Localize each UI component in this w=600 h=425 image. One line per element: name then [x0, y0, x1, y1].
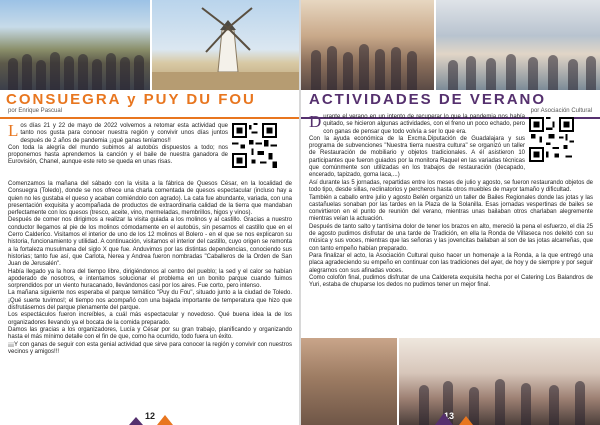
paragraph: También a caballo entre julio y agosto Belén organizó un taller de Bailes Regionales donde las jotas y las castañuelas sonaban por las tardes en la Plaza de la Solanilla. Esas jornadas vespertinas de bailes se convirtieron en el punto de reunión del verano, mientras unas bailaban otros charlaban alegremente mientras veían la actuación. [309, 194, 593, 223]
page-title: CONSUEGRA y PUY DU FOU [6, 91, 256, 108]
qr-code-icon [529, 117, 574, 162]
paragraph: os días 21 y 22 de mayo de 2022 volvemos a retomar esta actividad que tanto nos gusta para conocer nuestra región y convivir unos días juntos después de 2 años de pandemia ¡¡qué ganas teníamos!! [20, 123, 228, 144]
photo-windmill [152, 0, 299, 90]
paragraph: Así durante las 5 jornadas, repartidas entre los meses de julio y agosto, se fueron restaurando objetos de todo tipo, desde sillas, reclinatorios y percheros hasta otros muebles de mayor tamaño y dificultad. [309, 180, 593, 194]
article-body-left [8, 123, 228, 167]
photo-tradition-dance [301, 338, 397, 425]
paragraph: Los espectáculos fueron increíbles, a cuál más espectacular y novedoso. Qué buena idea la de los organizadores llevando ya el bocata de la comida preparado. [8, 312, 292, 326]
windmill-illustration [152, 0, 299, 90]
paragraph: Con la ayuda económica de la Excma.Diputación de Guadalajara y sus programa de subvenciones "Nuestra tierra nuestra cultura" se organizó un taller de Restauración de mobiliario y objetos tradicionales. A él asistieron 10 participantes que fueron guiados por la monitora Raquel en las variadas técnicas que comúnmente son utilizadas en los trabajos de restauración (decapado, encerado, tapizado, goma laca,...) [309, 135, 525, 179]
paragraph: La mañana siguiente nos esperaba el parque temático "Puy du Fou", situado junto a la ciudad de Toledo. ¡Qué suerte tuvimos!; el tiempo nos acompañó con una bajada importante de temperatura que hizo que disfrutásemos del parque plenamente del parque. [8, 290, 292, 312]
dropcap: L [8, 121, 19, 140]
title-divider [0, 117, 299, 119]
article-body-right [309, 114, 525, 180]
footer-triangle-purple [435, 413, 453, 425]
article-body-right-full [309, 180, 593, 289]
paragraph: Damos las gracias a los organizadores, Lucía y César por su gran trabajo, planificando y organizando hasta el más mínimo detalle con el fin de que, como ha ocurrido, todo fuera un éxito. [8, 326, 292, 341]
qr-code [529, 117, 574, 162]
page-number: 12 [145, 411, 156, 421]
paragraph: ¡¡¡Y con ganas de seguir con esta genial actividad que sirve para conocer la región y convivir con nuestros vecinos y amigos!!! [8, 341, 292, 355]
paragraph: Había llegado ya la hora del tiempo libre, dirigiéndonos al centro del pueblo; la sed y el calor se habían apoderado de nosotros, e intentamos solucionar el problema en un bonito parque cuando fuimos sorprendidos por un viento huracanado, llevándonos casi por los aires. Fue corto, pero intenso. [8, 268, 292, 290]
photo-homage-event [399, 338, 600, 425]
paragraph: Con toda la alegría del mundo subimos al autobús dispuestos a todo; nos proponemos hasta aprendemos la canción y el baile de nuestra ganadora de Eurovisión, Chanel, aunque este reto se queda en unas risas. [8, 144, 228, 166]
article-body-left-full [8, 181, 292, 356]
photo-restoration-workshop [436, 0, 600, 90]
footer-triangle-purple [129, 417, 143, 425]
footer-triangle-orange [459, 416, 473, 425]
paragraph: Como colofón final, pudimos disfrutar de una Caldereta exquisita hecha por el Catering Los Balandros de Yuri, estaba de chuparse los dedos no pudimos tener un mejor final. [309, 274, 593, 289]
qr-code-icon [232, 123, 277, 168]
qr-code [232, 123, 277, 168]
byline: por Enrique Pascual [8, 108, 63, 114]
photo-dance-group [301, 0, 434, 90]
page-right [301, 0, 600, 425]
paragraph: Comenzamos la mañana del sábado con la visita a la fábrica de Quesos César, en la localidad de Consuegra (Toledo), donde se nos ofrece una charla comentada de quesos espectacular (incluso hay a quien no les gustaba el queso y acaban comiéndolo con agrado). La cata fue abundante, variada, con una presentación exquisita y acompañada de productos de extraordinaria calidad de la tierra que mandaban perfectamente con los quesos (tresco, aceite, vino, mermeladas, membrillos, higos y vinos). [8, 181, 292, 217]
page-number: 13 [444, 411, 455, 421]
paragraph: Después de tanto salto y tantísima dolor de tener los brazos en alto, mereció la pena el esfuerzo, el día 25 de agosto pudimos disfrutar de una tarde de Tradición, en ella la Ronda de Villaseca nos deleitó con su música y sus voces, mientras que las señoras y las jovencitas bailaban al son de las jotas alcarreñas, que con tanto empeño habían preparado. [309, 223, 593, 252]
page-left [0, 0, 299, 425]
byline: por Asociación Cultural [530, 108, 592, 114]
photo-group-outing [0, 0, 150, 90]
paragraph: Para finalizar el acto, la Asociación Cultural quiso hacer un homenaje a la Ronda, a la que entregó una placa agradeciendo su empeño en continuar con las tradiciones del ayer, de hoy y de siempre y por seguir alegrarnos con sus afinadas voces. [309, 252, 593, 274]
paragraph: Después de comer nos dirigimos a realizar la visita guiada a los molinos y al castillo. Gracias a nuestro conductor llegamos al pie de los molinos cómodamente en el autobús, sin pesarnos el castillo que en el Cerro Calderico. Visitamos el interior de uno de los 12 molinos el Bolero - en el que se nos explicaron su historia, funcionamiento y utilidad. A continuación, visitamos el interior del castillo, cuyo origen se remonta a la fortaleza musulmana del siglo X que fue. Anduvimos por las distintas dependencias, conociendo sus historias; tanto fue así, que Carlota, Nerea y Andrea fueron nombradas "Caballeros de la Orden de San Juan de Jerusalén". [8, 217, 292, 268]
paragraph: urante el verano en un intento de recuperar lo que la pandemia nos había quitado, se hicieron algunas actividades, con el freno un poco echado, pero con ganas de pensar que todo volvía a ser lo que era. [323, 114, 525, 135]
page-title: ACTIVIDADES DE VERANO [309, 91, 547, 108]
footer-triangle-orange [157, 415, 173, 425]
dropcap: D [309, 112, 322, 131]
